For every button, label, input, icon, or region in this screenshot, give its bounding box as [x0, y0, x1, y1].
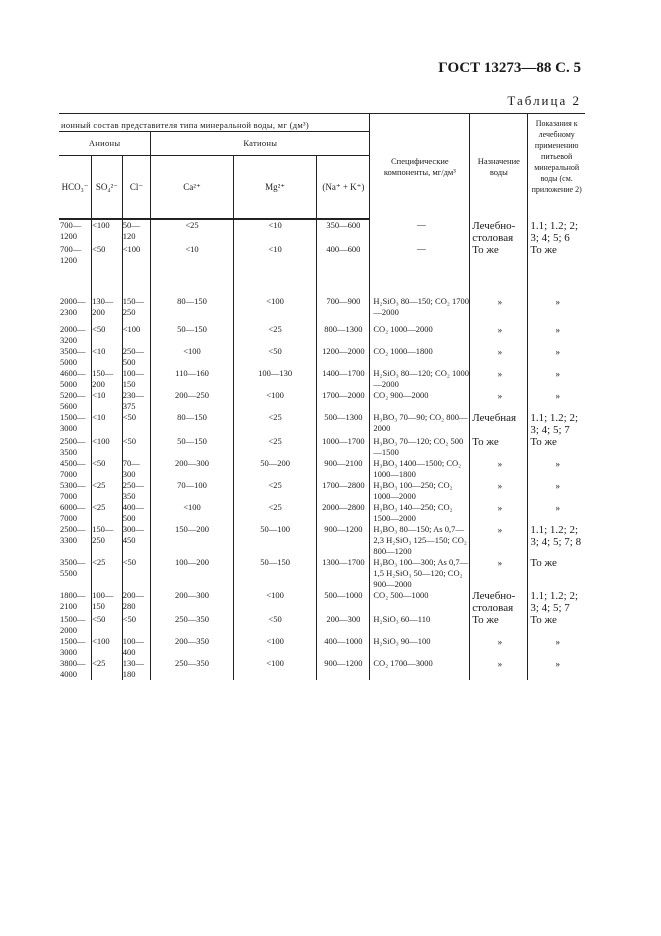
hco3-cell: 700—1200: [60, 220, 82, 241]
hco3-cell: 1500—3000: [60, 635, 86, 657]
specific-components-cell: CO₂ 1000—1800: [370, 346, 470, 368]
table-row: [59, 296, 585, 324]
na-k-cell: 900—1200: [317, 524, 370, 557]
na-k-cell: 200—300: [317, 614, 370, 636]
indications-cell: 1.1; 1.2; 2; 3; 4; 5; 6: [528, 220, 585, 244]
table-row: [59, 368, 585, 390]
hco3-cell: 1500—3000: [60, 411, 86, 433]
hco3-cell: 5200—5600: [60, 389, 86, 411]
na-k-cell: 900—2100: [317, 458, 370, 480]
cl-cell: 150—250: [122, 296, 151, 324]
table-row: [59, 436, 585, 458]
indications-cell: »: [528, 324, 585, 346]
indications-cell: 1.1; 1.2; 2; 3; 4; 5; 7; 8: [528, 524, 585, 557]
purpose-cell: »: [470, 658, 528, 680]
table-row: [59, 590, 585, 614]
table-row: [59, 480, 585, 502]
hco3-cell: 2000—3200: [60, 323, 86, 345]
so4-cell: <100: [92, 636, 123, 658]
mg-cell: <25: [233, 436, 317, 458]
cl-header: Cl⁻: [122, 156, 151, 219]
na-k-cell: 1700—2800: [317, 480, 370, 502]
purpose-cell: »: [470, 368, 528, 390]
mg-cell: <25: [233, 480, 317, 502]
hco3-cell: 4500—7000: [60, 457, 86, 479]
mg-cell: <25: [233, 324, 317, 346]
table-row: [59, 502, 585, 524]
mg-cell: <100: [233, 590, 317, 614]
cl-cell: 300—450: [122, 524, 151, 557]
na-k-cell: 400—1000: [317, 636, 370, 658]
na-k-cell: 500—1000: [317, 590, 370, 614]
mg-cell: 100—130: [233, 368, 317, 390]
purpose-header: Назначение воды: [470, 114, 528, 220]
specific-components-cell: H₃BO₃ 70—90; CO₂ 800—2000: [370, 412, 470, 436]
specific-components-cell: CO₂ 500—1000: [370, 590, 470, 614]
cl-cell: <100: [122, 244, 151, 296]
mg-cell: <100: [233, 636, 317, 658]
hco3-cell: 1800—2100: [60, 589, 86, 611]
purpose-cell: »: [470, 480, 528, 502]
na-k-header: (Na⁺ + K⁺): [317, 156, 370, 219]
specific-components-cell: H₃BO₃ 140—250; CO₂ 1500—2000: [370, 502, 470, 524]
so4-cell: <25: [92, 480, 123, 502]
specific-components-cell: H₃BO₃ 100—300; As 0,7—1,5 H₂SiO₃ 50—120; CO₂ 900—2000: [370, 557, 470, 590]
ca-cell: 80—150: [151, 296, 234, 324]
mg-header: Mg²⁺: [233, 156, 317, 219]
na-k-cell: 400—600: [317, 244, 370, 296]
ca-cell: 200—250: [151, 390, 234, 412]
so4-cell: <25: [92, 502, 123, 524]
specific-components-cell: —: [370, 244, 470, 296]
na-k-cell: 1200—2000: [317, 346, 370, 368]
hco3-cell: 2000—2300: [60, 295, 86, 317]
purpose-cell: »: [470, 296, 528, 324]
ca-cell: 100—200: [151, 557, 234, 590]
cl-cell: 70—300: [122, 458, 151, 480]
table-row: [59, 614, 585, 636]
hco3-cell: 6000—7000: [60, 501, 86, 523]
purpose-cell: »: [470, 557, 528, 590]
hco3-cell: 3800—4000: [60, 657, 86, 679]
mg-cell: <10: [233, 220, 317, 244]
table-row: [59, 390, 585, 412]
table-row: [59, 524, 585, 557]
na-k-cell: 1700—2000: [317, 390, 370, 412]
ca-cell: 50—150: [151, 436, 234, 458]
purpose-cell: »: [470, 324, 528, 346]
so4-cell: <10: [92, 412, 123, 436]
cl-cell: 100—150: [122, 368, 151, 390]
ca-cell: 110—160: [151, 368, 234, 390]
so4-cell: <10: [92, 390, 123, 412]
purpose-cell: Лечебно-столовая: [470, 590, 528, 614]
cations-header: Катионы: [151, 132, 370, 156]
table-row: [59, 244, 585, 296]
so4-cell: <25: [92, 557, 123, 590]
mg-cell: <100: [233, 658, 317, 680]
na-k-cell: 1300—1700: [317, 557, 370, 590]
indications-cell: »: [528, 480, 585, 502]
mg-cell: <50: [233, 614, 317, 636]
ca-cell: 200—300: [151, 458, 234, 480]
specific-components-cell: H₂SiO₃ 90—100: [370, 636, 470, 658]
ion-composition-heading: ионный состав представителя типа минеральной воды, мг (дм³): [59, 114, 370, 132]
purpose-cell: Лечебно-столовая: [470, 220, 528, 244]
cl-cell: <50: [122, 557, 151, 590]
cl-cell: <50: [122, 614, 151, 636]
ca-cell: 250—350: [151, 614, 234, 636]
na-k-cell: 1000—1700: [317, 436, 370, 458]
so4-cell: 150—250: [92, 524, 123, 557]
purpose-cell: То же: [470, 244, 528, 296]
specific-components-cell: H₃BO₃ 1400—1500; CO₂ 1000—1800: [370, 458, 470, 480]
na-k-cell: 1400—1700: [317, 368, 370, 390]
hco3-cell: 1500—2000: [60, 613, 86, 635]
indications-cell: 1.1; 1.2; 2; 3; 4; 5; 7: [528, 412, 585, 436]
specific-components-cell: CO₂ 900—2000: [370, 390, 470, 412]
specific-components-cell: —: [370, 220, 470, 244]
mg-cell: <10: [233, 244, 317, 296]
mg-cell: <100: [233, 390, 317, 412]
specific-components-cell: CO₂ 1000—2000: [370, 324, 470, 346]
so4-cell: <50: [92, 324, 123, 346]
table-row: [59, 458, 585, 480]
specific-components-cell: H₃BO₃ 80—150; As 0,7—2,3 H₂SiO₃ 125—150; CO₂ 800—1200: [370, 524, 470, 557]
hco3-cell: 2500—3500: [60, 435, 86, 457]
hco3-cell: 3500—5000: [60, 345, 86, 367]
cl-cell: <50: [122, 436, 151, 458]
na-k-cell: 800—1300: [317, 324, 370, 346]
hco3-header: HCO₃⁻: [59, 156, 92, 219]
so4-cell: 100—150: [92, 590, 123, 614]
na-k-cell: 2000—2800: [317, 502, 370, 524]
so4-cell: <100: [92, 220, 123, 244]
na-k-cell: 700—900: [317, 296, 370, 324]
so4-cell: <50: [92, 244, 123, 296]
anions-header: Анионы: [59, 132, 151, 156]
cl-cell: 50—120: [122, 220, 151, 244]
ca-cell: 150—200: [151, 524, 234, 557]
specific-components-header: Специфические компоненты, мг/дм³: [370, 114, 470, 220]
specific-components-cell: CO₂ 1700—3000: [370, 658, 470, 680]
hco3-cell: 700—1200: [60, 243, 82, 265]
specific-components-cell: H₃BO₃ 70—120; CO₂ 500—1500: [370, 436, 470, 458]
table-row: [59, 346, 585, 368]
document-header: ГОСТ 13273—88 С. 5: [438, 60, 581, 76]
purpose-cell: »: [470, 524, 528, 557]
indications-cell: То же: [528, 614, 585, 636]
ca-header: Ca²⁺: [151, 156, 234, 219]
mg-cell: <25: [233, 412, 317, 436]
table-caption: Таблица 2: [507, 93, 581, 108]
indications-cell: »: [528, 658, 585, 680]
indications-header: Показания к лечебному применению питьевой минеральной воды (см. приложение 2): [528, 114, 585, 220]
specific-components-cell: H₃BO₃ 100—250; CO₂ 1000—2000: [370, 480, 470, 502]
ca-cell: 200—300: [151, 590, 234, 614]
hco3-cell: 3500—5500: [60, 556, 86, 578]
purpose-cell: Лечебная: [470, 412, 528, 436]
cl-cell: 200—280: [122, 590, 151, 614]
purpose-cell: »: [470, 502, 528, 524]
table-row: [59, 412, 585, 436]
na-k-cell: 900—1200: [317, 658, 370, 680]
ca-cell: <100: [151, 502, 234, 524]
table-row: [59, 658, 585, 680]
indications-cell: »: [528, 368, 585, 390]
table-row: [59, 636, 585, 658]
cl-cell: <100: [122, 324, 151, 346]
so4-cell: 130—200: [92, 296, 123, 324]
mineral-water-table: [59, 113, 585, 680]
purpose-cell: »: [470, 458, 528, 480]
ca-cell: 70—100: [151, 480, 234, 502]
mg-cell: <25: [233, 502, 317, 524]
table-row: [59, 220, 585, 244]
cl-cell: 250—500: [122, 346, 151, 368]
ca-cell: 50—150: [151, 324, 234, 346]
specific-components-cell: H₂SiO₃ 80—150; CO₂ 1700—2000: [370, 296, 470, 324]
hco3-cell: 5300—7000: [60, 479, 86, 501]
purpose-cell: »: [470, 390, 528, 412]
indications-cell: »: [528, 636, 585, 658]
indications-cell: То же: [528, 557, 585, 590]
mg-cell: <100: [233, 296, 317, 324]
table-row: [59, 324, 585, 346]
na-k-cell: 350—600: [317, 220, 370, 244]
ca-cell: <100: [151, 346, 234, 368]
so4-cell: <50: [92, 458, 123, 480]
purpose-cell: »: [470, 346, 528, 368]
indications-cell: »: [528, 390, 585, 412]
specific-components-cell: H₂SiO₃ 80—120; CO₂ 1000—2000: [370, 368, 470, 390]
indications-cell: 1.1; 1.2; 2; 3; 4; 5; 7: [528, 590, 585, 614]
cl-cell: 400—500: [122, 502, 151, 524]
so4-cell: <50: [92, 614, 123, 636]
purpose-cell: То же: [470, 436, 528, 458]
so4-cell: 150—200: [92, 368, 123, 390]
cl-cell: 250—350: [122, 480, 151, 502]
hco3-cell: 2500—3300: [60, 523, 86, 545]
mg-cell: 50—100: [233, 524, 317, 557]
purpose-cell: То же: [470, 614, 528, 636]
mg-cell: <50: [233, 346, 317, 368]
indications-cell: »: [528, 458, 585, 480]
indications-cell: То же: [528, 244, 585, 296]
hco3-cell: 4600—5000: [60, 367, 86, 389]
indications-cell: »: [528, 502, 585, 524]
cl-cell: 230—375: [122, 390, 151, 412]
table-row: [59, 557, 585, 590]
indications-cell: »: [528, 346, 585, 368]
so4-cell: <100: [92, 436, 123, 458]
cl-cell: <50: [122, 412, 151, 436]
mg-cell: 50—200: [233, 458, 317, 480]
indications-cell: То же: [528, 436, 585, 458]
so4-header: SO₄²⁻: [92, 156, 123, 219]
ca-cell: <10: [151, 244, 234, 296]
so4-cell: <10: [92, 346, 123, 368]
so4-cell: <25: [92, 658, 123, 680]
ca-cell: 250—350: [151, 658, 234, 680]
mg-cell: 50—150: [233, 557, 317, 590]
cl-cell: 130—180: [122, 658, 151, 680]
na-k-cell: 500—1300: [317, 412, 370, 436]
purpose-cell: »: [470, 636, 528, 658]
cl-cell: 100—400: [122, 636, 151, 658]
specific-components-cell: H₂SiO₃ 60—110: [370, 614, 470, 636]
ca-cell: 200—350: [151, 636, 234, 658]
ca-cell: 80—150: [151, 412, 234, 436]
ca-cell: <25: [151, 220, 234, 244]
indications-cell: »: [528, 296, 585, 324]
